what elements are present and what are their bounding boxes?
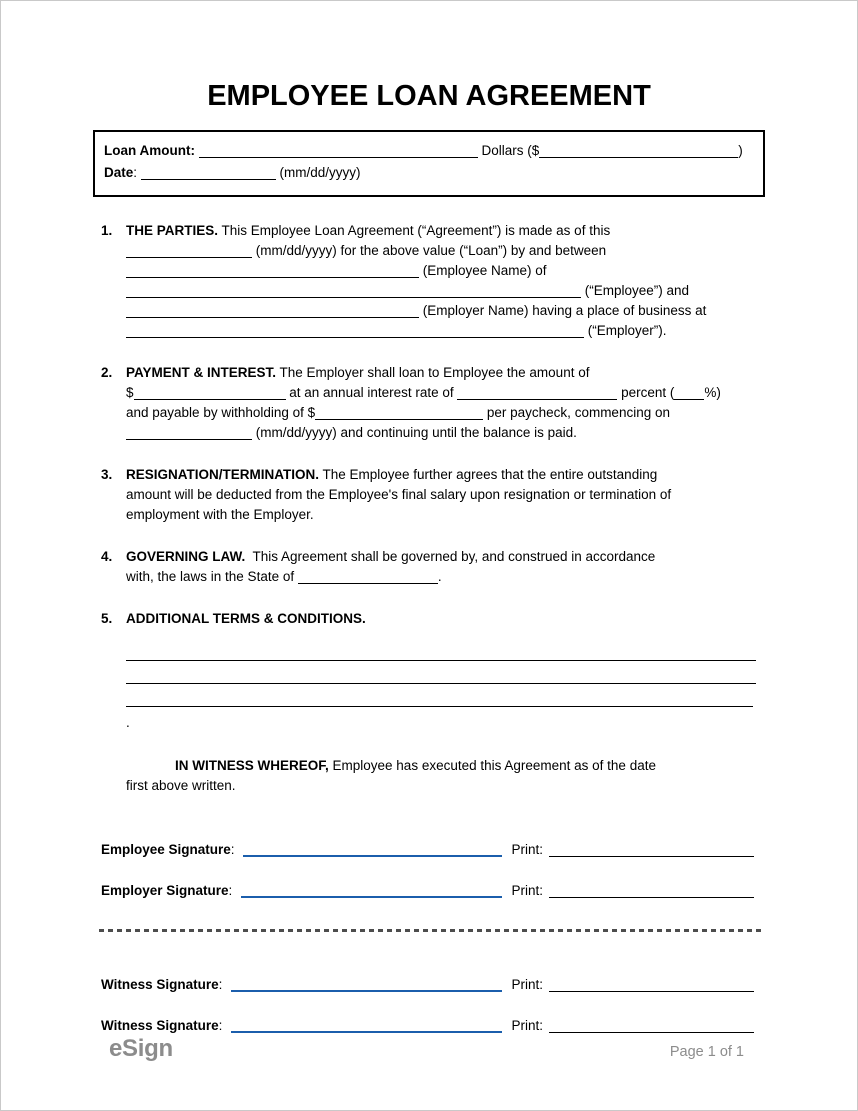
section-body <box>126 609 756 734</box>
text: (Employee Name) of <box>419 263 547 278</box>
blank-fill-line <box>126 694 753 707</box>
witness-signature-rows <box>101 973 754 1034</box>
print-label: Print: <box>511 1018 543 1033</box>
signature-label-colon: : <box>218 977 227 992</box>
text: The Employer shall loan to Employee the amount of <box>276 365 590 380</box>
page-footer <box>109 1035 744 1062</box>
blank-fill-line <box>298 571 438 584</box>
print-label: Print: <box>511 883 543 898</box>
text: . <box>437 569 442 584</box>
section-number: 4. <box>101 549 113 564</box>
text: This Agreement shall be governed by, and construed in accordance <box>245 549 656 564</box>
text: with, the laws in the State of <box>126 569 298 584</box>
signature-row <box>101 838 754 858</box>
text: $ <box>126 385 134 400</box>
text: employment with the Employer. <box>126 507 314 522</box>
text-line <box>126 642 756 665</box>
print-name-line <box>549 978 754 992</box>
text-line <box>104 140 753 162</box>
text-line <box>126 383 754 403</box>
text-line <box>126 547 754 567</box>
text-line <box>126 321 754 341</box>
text: (“Employer”). <box>584 323 667 338</box>
blank-fill-line <box>126 285 581 298</box>
text: (mm/dd/yyyy) <box>275 165 361 180</box>
loan-amount-box <box>93 130 765 197</box>
document-title: EMPLOYEE LOAN AGREEMENT <box>207 80 651 112</box>
bold-text: RESIGNATION/TERMINATION. <box>126 467 319 482</box>
bold-text: GOVERNING LAW. <box>126 549 246 564</box>
bold-text: IN WITNESS WHEREOF, <box>175 758 329 773</box>
print-label: Print: <box>511 842 543 857</box>
section <box>101 547 754 587</box>
blank-fill-line <box>126 265 419 278</box>
signature-row <box>101 879 754 899</box>
section-body <box>126 221 754 341</box>
signature-line <box>241 882 502 898</box>
text: Employee has executed this Agreement as of the date <box>328 758 656 773</box>
text-line <box>126 776 754 796</box>
text: : <box>133 165 141 180</box>
section <box>101 363 754 443</box>
text-line <box>126 301 754 321</box>
bold-text: PAYMENT & INTEREST. <box>126 365 277 380</box>
text-line <box>126 567 754 587</box>
print-name-line <box>549 843 754 857</box>
signature-row <box>101 1014 754 1034</box>
text: . <box>126 715 130 730</box>
text-line <box>126 688 756 734</box>
text-line <box>126 241 754 261</box>
dashed-divider <box>99 929 761 932</box>
text: amount will be deducted from the Employee's final salary upon resignation or termination of <box>126 487 672 502</box>
section-number: 2. <box>101 365 113 380</box>
numbered-sections <box>101 221 754 734</box>
text: first above written. <box>126 778 236 793</box>
section-body <box>126 363 754 443</box>
blank-fill-line <box>126 325 584 338</box>
print-name-line <box>549 884 754 898</box>
witness-clause <box>126 756 754 796</box>
blank-fill-line <box>539 145 738 158</box>
blank-fill-line <box>141 167 276 180</box>
section-body <box>126 465 754 525</box>
text-line <box>126 609 756 629</box>
blank-fill-line <box>126 427 252 440</box>
section-number: 1. <box>101 223 113 238</box>
section <box>101 221 754 341</box>
signature-label-colon: : <box>230 842 239 857</box>
text-line <box>126 281 754 301</box>
text: percent ( <box>617 385 675 400</box>
text: %) <box>704 385 721 400</box>
signature-label: Employer Signature <box>101 883 229 898</box>
bold-text: ADDITIONAL TERMS & CONDITIONS. <box>126 611 366 626</box>
text: (“Employee”) and <box>581 283 690 298</box>
text-line <box>104 162 753 184</box>
text: Dollars ($ <box>477 143 540 158</box>
signature-line <box>243 841 502 857</box>
text-line <box>126 465 754 485</box>
text: and payable by withholding of $ <box>126 405 316 420</box>
blank-fill-line <box>134 387 286 400</box>
blank-fill-line <box>126 305 419 318</box>
text-line <box>126 756 754 776</box>
section-number: 5. <box>101 611 113 626</box>
text: (mm/dd/yyyy) and continuing until the balance is paid. <box>252 425 577 440</box>
document-body <box>1 221 857 1034</box>
section-number: 3. <box>101 467 113 482</box>
text-line <box>126 403 754 423</box>
signature-block <box>101 838 754 1034</box>
text-line <box>126 261 754 281</box>
bold-text: Loan Amount: <box>104 143 195 158</box>
blank-fill-line <box>315 407 483 420</box>
text: ) <box>738 143 743 158</box>
signature-label: Employee Signature <box>101 842 231 857</box>
text: The Employee further agrees that the entire outstanding <box>319 467 658 482</box>
text-line <box>126 221 754 241</box>
text: (mm/dd/yyyy) for the above value (“Loan”) by and between <box>252 243 607 258</box>
print-label: Print: <box>511 977 543 992</box>
blank-fill-line <box>126 245 252 258</box>
section-body <box>126 547 754 587</box>
text: (Employer Name) having a place of business at <box>419 303 707 318</box>
text: at an annual interest rate of <box>285 385 458 400</box>
blank-fill-line <box>674 387 704 400</box>
page-number: Page 1 of 1 <box>669 1044 744 1060</box>
signature-label: Witness Signature <box>101 1018 219 1033</box>
party-signature-rows <box>101 838 754 899</box>
section <box>101 465 754 525</box>
signature-label: Witness Signature <box>101 977 219 992</box>
text-line <box>126 665 756 688</box>
blank-fill-line <box>126 671 756 684</box>
blank-fill-line <box>457 387 617 400</box>
signature-row <box>101 973 754 993</box>
signature-line <box>231 1017 502 1033</box>
print-name-line <box>549 1019 754 1033</box>
signature-line <box>231 976 502 992</box>
bold-text: Date <box>104 165 134 180</box>
signature-label-colon: : <box>218 1018 227 1033</box>
esign-logo: eSign <box>109 1035 173 1062</box>
text-line <box>126 505 754 525</box>
text-line <box>126 485 754 505</box>
text: per paycheck, commencing on <box>483 405 670 420</box>
blank-fill-line <box>126 648 756 661</box>
bold-text: THE PARTIES. <box>126 223 219 238</box>
text: This Employee Loan Agreement (“Agreement”) is made as of this <box>218 223 611 238</box>
blank-fill-line <box>199 145 478 158</box>
section <box>101 609 754 734</box>
signature-label-colon: : <box>228 883 237 898</box>
text-line <box>126 423 754 443</box>
text-line <box>126 363 754 383</box>
